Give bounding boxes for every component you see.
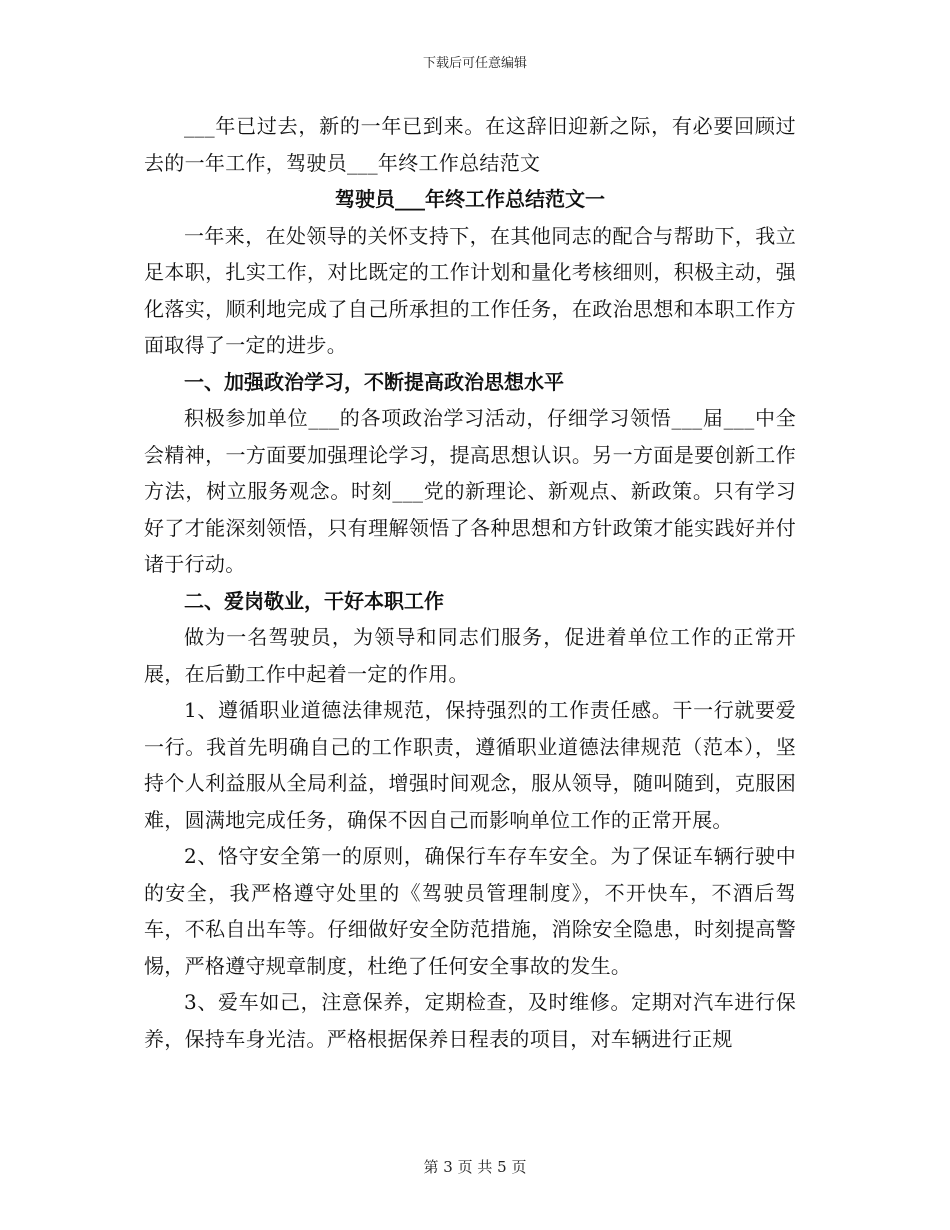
section-2-paragraph: 做为一名驾驶员，为领导和同志们服务，促进着单位工作的正常开展，在后勤工作中起着一定的作用。	[144, 625, 796, 686]
section-1-paragraph: 积极参加单位___的各项政治学习活动，仔细学习领悟___届___中全会精神，一方面要加强理论学习，提高思想认识。另一方面是要创新工作方法，树立服务观念。时刻___党的新理论、新观点、新政策。只有学习好了才能深刻领悟，只有理解领悟了各种思想和方针政策才能实践好并付诸于行动。	[144, 406, 796, 576]
opening-paragraph: 一年来，在处领导的关怀支持下，在其他同志的配合与帮助下，我立足本职，扎实工作，对比既定的工作计划和量化考核细则，积极主动，强化落实，顺利地完成了自己所承担的工作任务，在政治思想和本职工作方面取得了一定的进步。	[144, 223, 796, 357]
point-1-paragraph: 1、遵循职业道德法律规范，保持强烈的工作责任感。干一行就要爱一行。我首先明确自己的工作职责，遵循职业道德法律规范（范本），坚持个人利益服从全局利益，增强时间观念，服从领导，随叫随到，克服困难，圆满地完成任务，确保不因自己而影响单位工作的正常开展。	[144, 698, 796, 832]
page-header: 下载后可任意编辑	[422, 56, 527, 71]
page-number: 第 3 页 共 5 页	[423, 1158, 527, 1176]
document-title: 驾驶员___年终工作总结范文一	[335, 187, 605, 211]
point-3-paragraph: 3、爱车如己，注意保养，定期检查，及时维修。定期对汽车进行保养，保持车身光洁。严格根据保养日程表的项目，对车辆进行正规	[144, 990, 796, 1051]
section-heading-1: 一、加强政治学习，不断提高政治思想水平	[184, 369, 564, 394]
section-heading-2: 二、爱岗敬业，干好本职工作	[184, 588, 444, 613]
document-body	[144, 108, 796, 1057]
intro-paragraph: ___年已过去，新的一年已到来。在这辞旧迎新之际，有必要回顾过去的一年工作，驾驶员___年终工作总结范文	[144, 114, 796, 175]
point-2-paragraph: 2、恪守安全第一的原则，确保行车存车安全。为了保证车辆行驶中的安全，我严格遵守处里的《驾驶员管理制度》，不开快车，不酒后驾车，不私自出车等。仔细做好安全防范措施，消除安全隐患，时刻提高警惕，严格遵守规章制度，杜绝了任何安全事故的发生。	[144, 844, 796, 978]
